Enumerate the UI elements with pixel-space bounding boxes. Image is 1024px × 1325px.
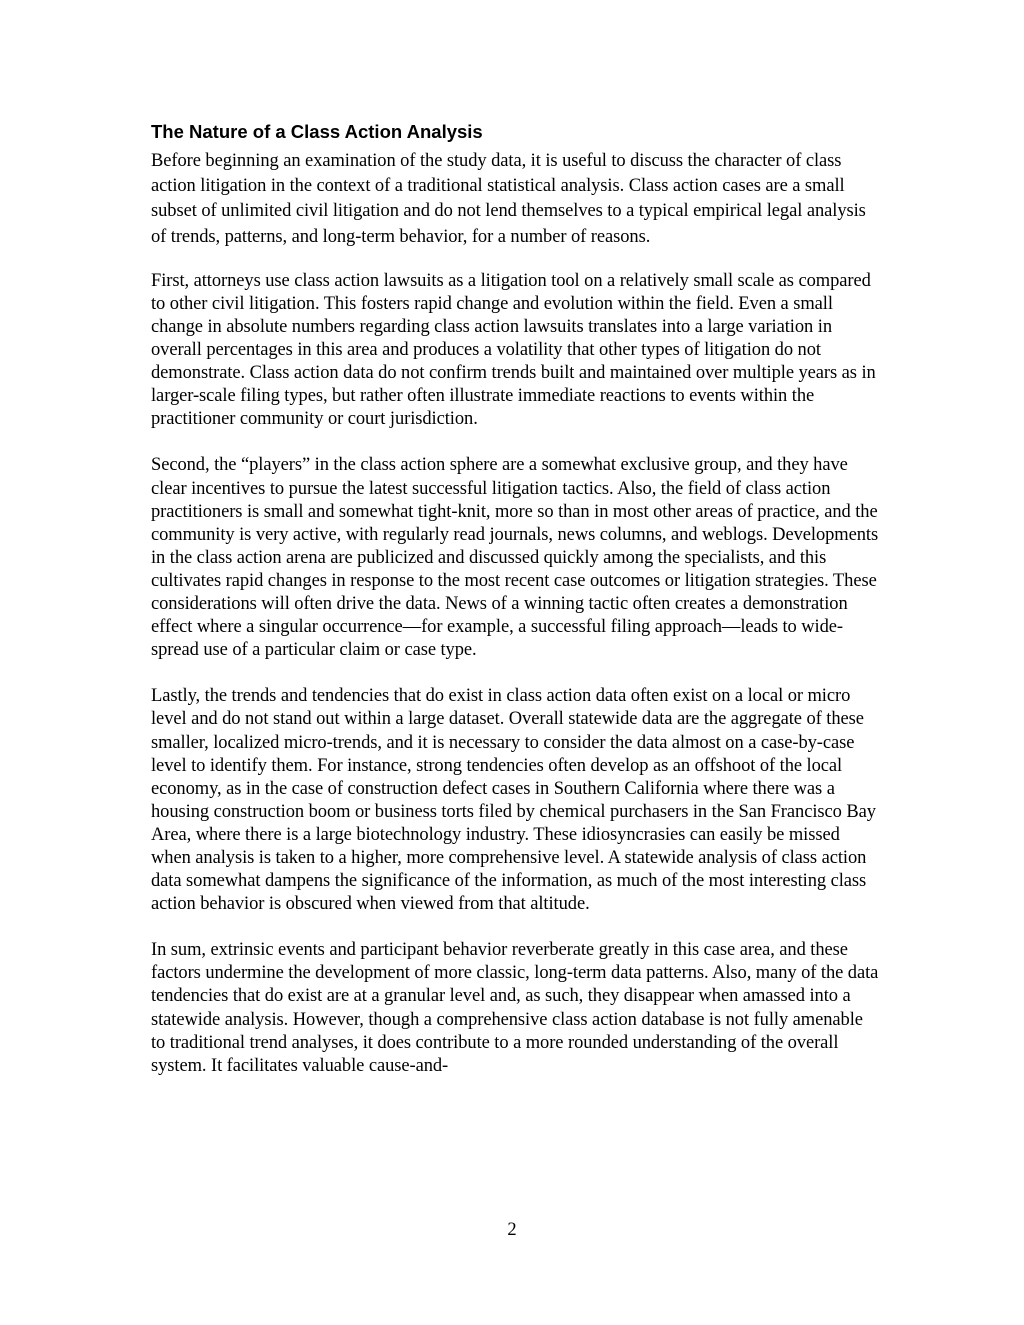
paragraph-spacer — [151, 662, 879, 685]
paragraph-first-reason: First, attorneys use class action lawsuits as a litigation tool on a relatively small scale as compared to other civil litigation. This fosters rapid change and evolution within the field. Even a small change in absolute numbers regarding class action lawsuits translates into a large variation in overall percentages in this area and produces a volatility that other types of litigation do not demonstrate. Class action data do not confirm trends built and maintained over multiple years as in larger-scale filing types, but rather often illustrate immediate reactions to events within the practitioner community or court jurisdiction. — [151, 270, 876, 430]
document-body — [151, 120, 879, 1078]
paragraph-summary: In sum, extrinsic events and participant behavior reverberate greatly in this case area, and these factors undermine the development of more classic, long-term data patterns. Also, many of the data tendencies that do exist are at a granular level and, as such, they disappear when amassed into a statewide analysis. However, though a comprehensive class action database is not fully amenable to traditional trend analyses, it does contribute to a more rounded understanding of the overall system. It facilitates valuable cause-and- — [151, 940, 879, 1076]
paragraph-second-reason: Second, the “players” in the class action sphere are a somewhat exclusive group, and they have clear incentives to pursue the latest successful litigation tactics. Also, the field of class action practitioners is small and somewhat tight-knit, more so than in most other areas of practice, and the community is very active, with regularly read journals, news columns, and weblogs. Developments in the class action arena are publicized and discussed quickly among the specialists, and this cultivates rapid changes in response to the most recent case outcomes or litigation strategies. These considerations will often drive the data. News of a winning tactic often creates a demonstration effect where a singular occurrence—for example, a successful filing approach—leads to wide-spread use of a particular claim or case type. — [151, 455, 879, 661]
paragraph-third-reason: Lastly, the trends and tendencies that do exist in class action data often exist on a local or micro level and do not stand out within a large dataset. Overall statewide data are the aggregate of these smaller, localized micro-trends, and it is necessary to consider the data almost on a case-by-case level to identify them. For instance, strong tendencies often develop as an offshoot of the local economy, as in the case of construction defect cases in Southern California where there was a housing construction boom or business torts filed by chemical purchasers in the San Francisco Bay Area, where there is a large biotechnology industry. These idiosyncrasies can easily be missed when analysis is taken to a higher, more comprehensive level. A statewide analysis of class action data somewhat dampens the significance of the information, as much of the most interesting class action behavior is obscured when viewed from that altitude. — [151, 686, 876, 915]
paragraph-spacer — [151, 250, 879, 270]
page-number: 2 — [507, 1220, 517, 1240]
paragraph-introduction: Before beginning an examination of the study data, it is useful to discuss the character of class action litigation in the context of a traditional statistical analysis. Class action cases are a small subset of unlimited civil litigation and do not lend themselves to a typical empirical legal analysis of trends, patterns, and long-term behavior, for a number of reasons. — [151, 151, 866, 247]
paragraph-spacer — [151, 431, 879, 454]
paragraph-spacer — [151, 916, 879, 939]
section-heading: The Nature of a Class Action Analysis — [151, 121, 483, 142]
